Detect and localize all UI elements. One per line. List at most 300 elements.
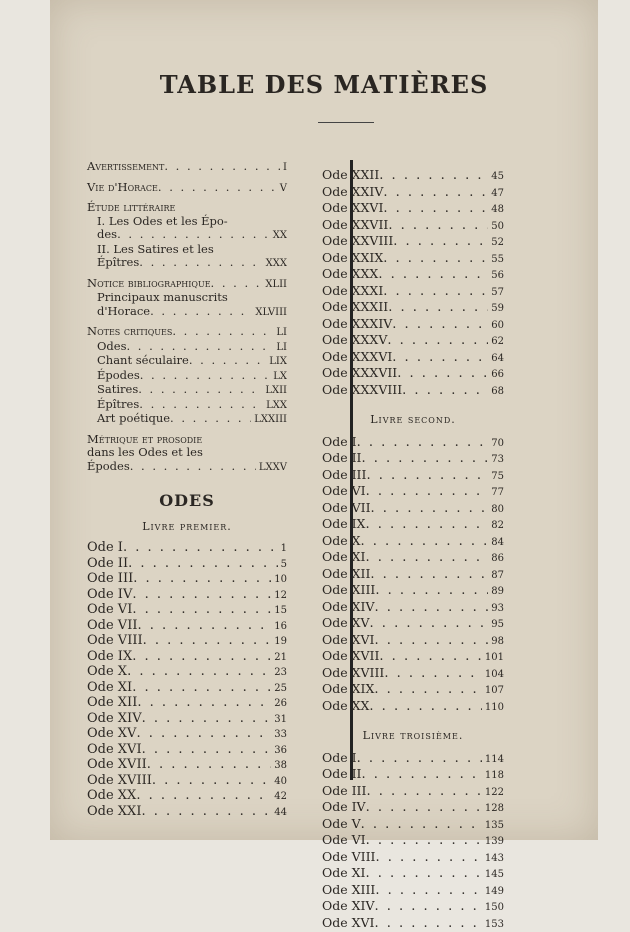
toc-entry <box>87 160 287 175</box>
toc-entry <box>322 850 504 867</box>
toc-entry <box>322 751 504 768</box>
toc-entry-label: Ode I <box>322 435 357 450</box>
toc-entry-label: Étude littéraire <box>87 201 175 215</box>
toc-entry-page: 55 <box>488 253 504 268</box>
toc-leader-dots <box>387 334 488 349</box>
toc-entry-page: XLVIII <box>252 306 287 320</box>
toc-entry-label: Ode XXIX <box>322 251 383 266</box>
toc-entry-page: 25 <box>271 682 287 697</box>
toc-entry-page: 98 <box>488 635 504 650</box>
toc-entry <box>322 800 504 817</box>
toc-entry-label: Ode VII <box>87 619 137 634</box>
toc-entry-label: Ode XV <box>87 727 136 742</box>
toc-entry <box>322 666 504 683</box>
toc-entry-label: Épodes <box>97 369 140 383</box>
toc-entry <box>322 883 504 900</box>
toc-entry-page: 66 <box>488 368 504 383</box>
toc-entry-label: Épodes <box>87 460 130 474</box>
toc-leader-dots <box>374 917 481 932</box>
toc-entry <box>322 583 504 600</box>
toc-entry <box>87 383 287 398</box>
toc-leader-dots <box>397 367 488 382</box>
toc-entry-page: 50 <box>488 220 504 235</box>
toc-entry-label: Ode I <box>87 541 123 556</box>
toc-entry-label: Ode XVII <box>87 758 147 773</box>
toc-entry-label: Épîtres <box>97 398 139 412</box>
livre-premier-continued-list <box>322 168 504 399</box>
toc-entry-page: 143 <box>482 852 504 867</box>
toc-entry-label: Ode XXII <box>322 168 379 183</box>
toc-entry <box>87 603 287 619</box>
toc-leader-dots <box>139 256 262 270</box>
toc-leader-dots <box>117 228 270 242</box>
toc-entry-page: 60 <box>488 319 504 334</box>
toc-leader-dots <box>383 202 488 217</box>
livre-second-list <box>322 435 504 716</box>
toc-entry <box>87 681 287 697</box>
toc-entry-page: 36 <box>271 744 287 759</box>
toc-entry-label: Ode VI <box>322 484 366 499</box>
toc-entry-page: 70 <box>488 437 504 452</box>
toc-entry-label: Ode IX <box>87 650 132 665</box>
toc-entry <box>87 446 287 460</box>
toc-entry-page: LX <box>270 370 287 384</box>
toc-entry-page: 82 <box>488 519 504 534</box>
toc-leader-dots <box>383 285 488 300</box>
toc-leader-dots <box>150 305 252 319</box>
toc-leader-dots <box>142 712 272 727</box>
toc-entry <box>87 243 287 257</box>
toc-leader-dots <box>366 834 482 849</box>
toc-entry-page: 95 <box>488 618 504 633</box>
toc-leader-dots <box>375 584 488 599</box>
toc-entry-label: I. Les Odes et les Épo- <box>97 215 228 229</box>
toc-entry-page: 128 <box>482 802 504 817</box>
toc-entry <box>322 300 504 317</box>
toc-leader-dots <box>365 551 488 566</box>
toc-entry <box>87 369 287 384</box>
toc-leader-dots <box>139 398 263 412</box>
toc-leader-dots <box>388 301 488 316</box>
toc-entry <box>87 228 287 243</box>
toc-leader-dots <box>172 325 273 339</box>
toc-leader-dots <box>152 774 271 789</box>
toc-leader-dots <box>132 650 271 665</box>
toc-entry <box>87 665 287 681</box>
toc-entry <box>322 833 504 850</box>
toc-entry <box>322 899 504 916</box>
toc-leader-dots <box>361 818 482 833</box>
toc-entry <box>87 789 287 805</box>
toc-entry-page: 1 <box>278 542 287 557</box>
toc-entry <box>322 284 504 301</box>
toc-entry-label: d'Horace <box>97 305 150 319</box>
toc-leader-dots <box>371 502 489 517</box>
toc-entry-page: 23 <box>271 666 287 681</box>
toc-entry-label: Ode III <box>322 468 366 483</box>
toc-entry-page: XLII <box>262 278 287 292</box>
toc-entry-page: 145 <box>482 868 504 883</box>
toc-entry-page: 68 <box>488 385 504 400</box>
toc-leader-dots <box>138 383 262 397</box>
toc-entry <box>87 277 287 292</box>
toc-entry-page: 16 <box>271 620 287 635</box>
toc-entry-label: Ode XVIII <box>322 666 384 681</box>
toc-leader-dots <box>392 351 488 366</box>
toc-entry <box>322 218 504 235</box>
toc-entry-label: Notes critiques <box>87 325 172 339</box>
livre-troisieme-list <box>322 751 504 932</box>
toc-entry <box>322 567 504 584</box>
toc-leader-dots <box>170 412 251 426</box>
toc-entry-page: 31 <box>271 713 287 728</box>
toc-entry <box>87 412 287 427</box>
toc-entry-page: XXX <box>263 257 287 271</box>
toc-entry <box>322 784 504 801</box>
toc-entry-label: Ode II <box>322 767 362 782</box>
toc-entry <box>87 181 287 196</box>
toc-entry <box>87 325 287 340</box>
toc-entry <box>322 501 504 518</box>
toc-entry-page: 19 <box>271 635 287 650</box>
toc-entry <box>322 600 504 617</box>
toc-entry-label: des <box>97 228 117 242</box>
toc-leader-dots <box>375 884 482 899</box>
toc-entry-page: 86 <box>488 552 504 567</box>
toc-entry <box>87 634 287 650</box>
toc-entry-label: Ode XX <box>87 789 136 804</box>
toc-leader-dots <box>392 318 488 333</box>
toc-leader-dots <box>133 572 271 587</box>
toc-leader-dots <box>158 181 277 195</box>
toc-entry-label: Ode XXI <box>87 805 141 820</box>
toc-leader-dots <box>128 557 278 572</box>
toc-entry-page: 77 <box>488 486 504 501</box>
toc-entry-label: Ode XII <box>322 567 370 582</box>
toc-entry <box>322 168 504 185</box>
toc-leader-dots <box>388 219 488 234</box>
toc-leader-dots <box>370 568 488 583</box>
toc-entry-label: Ode XI <box>87 681 132 696</box>
toc-entry-page: 153 <box>482 918 504 932</box>
toc-entry-label: Ode XXXVIII <box>322 383 402 398</box>
toc-entry-label: Principaux manuscrits <box>97 291 228 305</box>
toc-entry-label: Ode II <box>322 451 362 466</box>
toc-entry-label: Ode III <box>322 784 366 799</box>
livre-premier-list <box>87 541 287 820</box>
toc-entry <box>322 484 504 501</box>
toc-entry-label: Ode II <box>87 557 128 572</box>
toc-entry-label: Ode I <box>322 751 357 766</box>
toc-entry-label: dans les Odes et les <box>87 446 203 460</box>
toc-entry-label: Ode XXXIV <box>322 317 392 332</box>
toc-entry-page: 118 <box>482 769 504 784</box>
toc-entry-label: Ode XIV <box>322 899 374 914</box>
toc-entry-page: 5 <box>278 558 287 573</box>
odes-heading: ODES <box>87 494 287 508</box>
toc-leader-dots <box>132 603 271 618</box>
toc-entry <box>87 433 287 447</box>
toc-entry-label: Avertissement <box>87 160 164 174</box>
toc-entry <box>87 460 287 475</box>
toc-entry <box>87 291 287 305</box>
toc-leader-dots <box>123 541 278 556</box>
livre-troisieme-heading: Livre troisième. <box>322 729 504 743</box>
toc-entry <box>87 774 287 790</box>
toc-leader-dots <box>357 752 482 767</box>
toc-entry-label: Ode XIII <box>322 583 375 598</box>
toc-entry-page: 104 <box>482 668 504 683</box>
toc-leader-dots <box>393 235 488 250</box>
toc-entry-label: Ode XVI <box>322 633 374 648</box>
toc-entry-page: LI <box>273 341 287 355</box>
toc-entry-label: Ode VI <box>87 603 132 618</box>
toc-entry-label: Ode XXXV <box>322 333 387 348</box>
toc-entry <box>87 305 287 320</box>
toc-entry-page: 135 <box>482 819 504 834</box>
toc-entry <box>322 234 504 251</box>
title-rule <box>318 122 374 123</box>
toc-entry-page: 47 <box>488 187 504 202</box>
toc-entry-label: II. Les Satires et les <box>97 243 214 257</box>
toc-entry-label: Ode XXVI <box>322 201 383 216</box>
toc-leader-dots <box>374 601 488 616</box>
toc-entry-page: LXX <box>263 399 287 413</box>
toc-leader-dots <box>366 785 481 800</box>
toc-leader-dots <box>211 277 263 291</box>
toc-entry <box>322 383 504 400</box>
toc-entry <box>87 256 287 271</box>
toc-leader-dots <box>137 619 271 634</box>
toc-leader-dots <box>365 518 488 533</box>
toc-leader-dots <box>369 700 481 715</box>
toc-entry-label: Ode IV <box>322 800 366 815</box>
toc-entry <box>87 696 287 712</box>
toc-entry-page: 48 <box>488 203 504 218</box>
toc-entry <box>87 398 287 413</box>
toc-leader-dots <box>384 667 482 682</box>
front-matter-list <box>87 160 287 474</box>
toc-entry-page: 44 <box>271 806 287 821</box>
toc-entry <box>87 340 287 355</box>
toc-entry-label: Satires <box>97 383 138 397</box>
toc-entry <box>322 767 504 784</box>
right-column <box>322 168 504 932</box>
toc-entry <box>322 633 504 650</box>
toc-entry-page: 10 <box>271 573 287 588</box>
toc-entry-label: Notice bibliographique <box>87 277 211 291</box>
toc-entry-label: Odes <box>97 340 127 354</box>
toc-entry-page: 114 <box>482 753 504 768</box>
toc-entry-label: Ode XIV <box>322 600 374 615</box>
toc-entry-label: Ode IX <box>322 517 365 532</box>
toc-entry-label: Ode XI <box>322 550 365 565</box>
toc-entry <box>322 649 504 666</box>
toc-leader-dots <box>379 169 488 184</box>
toc-entry-page: 110 <box>482 701 504 716</box>
toc-leader-dots <box>141 805 271 820</box>
toc-entry-label: Ode XXXVI <box>322 350 392 365</box>
toc-entry <box>322 451 504 468</box>
toc-entry-label: Chant séculaire <box>97 354 189 368</box>
toc-leader-dots <box>147 758 272 773</box>
toc-leader-dots <box>402 384 488 399</box>
toc-entry <box>87 572 287 588</box>
toc-entry-label: Ode XIX <box>322 682 374 697</box>
toc-entry-page: 52 <box>488 236 504 251</box>
toc-entry-label: Ode XXVII <box>322 218 388 233</box>
toc-entry-page: 12 <box>271 589 287 604</box>
toc-entry-page: 150 <box>482 901 504 916</box>
toc-leader-dots <box>379 650 481 665</box>
toc-entry-page: 62 <box>488 335 504 350</box>
toc-entry <box>322 251 504 268</box>
toc-entry <box>87 650 287 666</box>
toc-entry <box>322 350 504 367</box>
toc-leader-dots <box>362 768 482 783</box>
toc-leader-dots <box>357 436 489 451</box>
toc-entry-label: Ode IV <box>87 588 132 603</box>
toc-entry-page: 15 <box>271 604 287 619</box>
toc-entry <box>322 517 504 534</box>
toc-entry <box>87 712 287 728</box>
toc-entry <box>322 185 504 202</box>
toc-entry-label: Ode XIV <box>87 712 142 727</box>
toc-leader-dots <box>136 727 271 742</box>
toc-entry-page: LIX <box>266 355 287 369</box>
livre-premier-heading: Livre premier. <box>87 520 287 534</box>
toc-entry <box>87 758 287 774</box>
toc-entry-page: 89 <box>488 585 504 600</box>
toc-leader-dots <box>136 789 271 804</box>
toc-entry-label: Ode XXXII <box>322 300 388 315</box>
toc-leader-dots <box>383 186 488 201</box>
toc-entry-label: Ode XXXI <box>322 284 383 299</box>
toc-entry <box>87 743 287 759</box>
toc-entry-page: LI <box>273 326 287 340</box>
toc-entry-page: 75 <box>488 470 504 485</box>
toc-entry-label: Métrique et prosodie <box>87 433 202 447</box>
toc-entry-page: 80 <box>488 503 504 518</box>
toc-leader-dots <box>366 469 488 484</box>
toc-leader-dots <box>370 617 489 632</box>
toc-entry-page: 38 <box>271 759 287 774</box>
toc-entry-label: Ode XVIII <box>87 774 152 789</box>
toc-entry <box>87 541 287 557</box>
page-title: TABLE DES MATIÈRES <box>50 70 598 99</box>
toc-entry-label: Ode XXVIII <box>322 234 393 249</box>
toc-entry <box>87 557 287 573</box>
toc-entry-page: 42 <box>271 790 287 805</box>
toc-entry-page: LXXIII <box>251 413 287 427</box>
toc-entry-page: 21 <box>271 651 287 666</box>
toc-leader-dots <box>375 851 481 866</box>
toc-entry <box>87 727 287 743</box>
toc-entry-label: Ode XXIV <box>322 185 383 200</box>
toc-entry <box>322 616 504 633</box>
toc-entry <box>87 201 287 215</box>
toc-entry <box>87 619 287 635</box>
toc-entry-label: Ode V <box>322 817 361 832</box>
toc-entry-label: Ode XX <box>322 699 369 714</box>
toc-entry <box>322 682 504 699</box>
toc-entry-label: Ode X <box>87 665 127 680</box>
toc-entry-page: I <box>280 161 287 175</box>
toc-entry-label: Ode XXXVII <box>322 366 397 381</box>
toc-entry-label: Art poétique <box>97 412 170 426</box>
toc-entry <box>87 805 287 821</box>
toc-leader-dots <box>378 268 488 283</box>
toc-leader-dots <box>362 452 489 467</box>
toc-entry-label: Ode XV <box>322 616 370 631</box>
toc-leader-dots <box>366 801 482 816</box>
toc-leader-dots <box>132 588 271 603</box>
toc-leader-dots <box>383 252 488 267</box>
toc-entry-page: 45 <box>488 170 504 185</box>
toc-entry-label: Ode XVI <box>87 743 142 758</box>
toc-entry-label: Ode III <box>87 572 133 587</box>
toc-entry-page: 93 <box>488 602 504 617</box>
toc-entry <box>322 699 504 716</box>
toc-leader-dots <box>140 369 270 383</box>
toc-entry-page: 56 <box>488 269 504 284</box>
toc-entry <box>322 550 504 567</box>
toc-entry <box>322 201 504 218</box>
toc-entry <box>322 333 504 350</box>
toc-entry <box>322 534 504 551</box>
toc-entry-page: 40 <box>271 775 287 790</box>
toc-entry-page: 33 <box>271 728 287 743</box>
toc-leader-dots <box>374 634 488 649</box>
toc-entry-label: Ode XIII <box>322 883 375 898</box>
toc-entry-page: 59 <box>488 302 504 317</box>
toc-leader-dots <box>143 634 272 649</box>
toc-leader-dots <box>189 354 266 368</box>
toc-entry-page: 149 <box>482 885 504 900</box>
toc-leader-dots <box>164 160 280 174</box>
toc-entry-label: Ode XVI <box>322 916 374 931</box>
toc-leader-dots <box>132 681 271 696</box>
toc-entry <box>322 916 504 932</box>
toc-entry-page: LXII <box>262 384 287 398</box>
toc-entry-page: 73 <box>488 453 504 468</box>
toc-entry-page: XX <box>270 229 287 243</box>
toc-entry-label: Ode VIII <box>87 634 143 649</box>
toc-entry-label: Ode XXX <box>322 267 378 282</box>
toc-entry-page: 87 <box>488 569 504 584</box>
toc-leader-dots <box>127 340 274 354</box>
toc-leader-dots <box>361 535 489 550</box>
toc-leader-dots <box>374 900 481 915</box>
toc-entry <box>322 317 504 334</box>
toc-entry-label: Ode XII <box>87 696 137 711</box>
toc-entry-label: Ode VIII <box>322 850 375 865</box>
toc-entry <box>322 267 504 284</box>
toc-entry-label: Ode XVII <box>322 649 379 664</box>
toc-leader-dots <box>130 460 256 474</box>
toc-entry-page: 84 <box>488 536 504 551</box>
toc-entry-page: 107 <box>482 684 504 699</box>
toc-leader-dots <box>374 683 482 698</box>
toc-entry-page: V <box>277 182 287 196</box>
toc-entry-page: 64 <box>488 352 504 367</box>
toc-entry-page: 122 <box>482 786 504 801</box>
toc-entry-page: 57 <box>488 286 504 301</box>
toc-leader-dots <box>366 485 489 500</box>
toc-entry <box>322 468 504 485</box>
toc-entry <box>322 435 504 452</box>
toc-entry-label: Ode X <box>322 534 361 549</box>
